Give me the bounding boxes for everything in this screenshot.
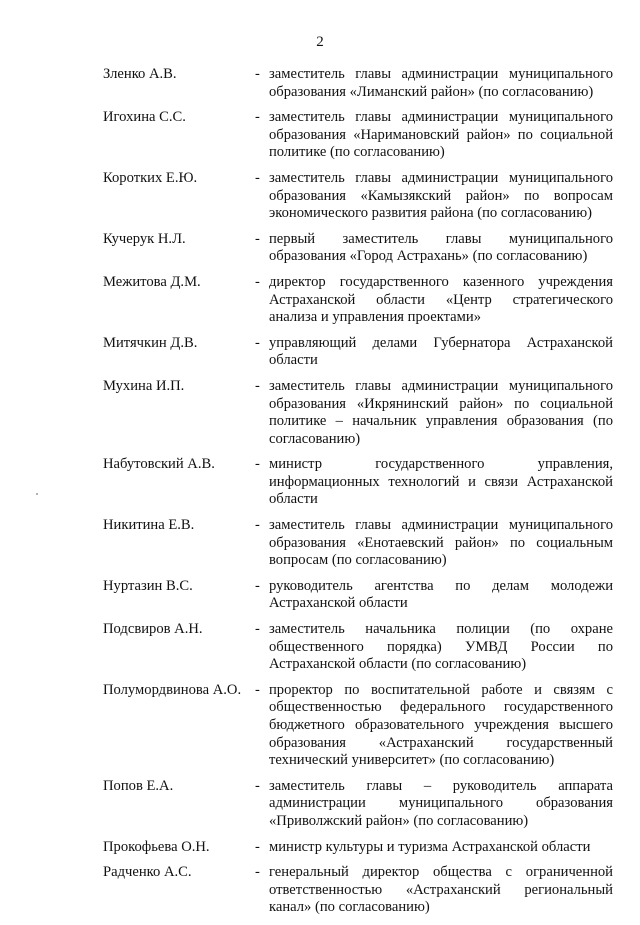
member-entry	[103, 778, 613, 831]
member-role: заместитель главы администрации муниципального образования «Наримановский район» по социальной политике (по согласованию)	[269, 109, 613, 161]
dash-separator: -	[255, 517, 260, 534]
member-name: Зленко А.В.	[103, 66, 177, 82]
member-role: заместитель главы администрации муниципального образования «Енотаевский район» по социальным вопросам (по согласованию)	[269, 517, 613, 569]
member-name: Полумордвинова А.О.	[103, 681, 242, 698]
member-name: Игохина С.С.	[103, 109, 186, 126]
member-name: Никитина Е.В.	[103, 517, 195, 534]
member-name: Радченко А.С.	[103, 864, 192, 881]
member-entry	[103, 578, 613, 613]
dash-separator: -	[255, 681, 260, 698]
member-list	[103, 66, 613, 925]
member-entry	[103, 66, 613, 101]
member-role: заместитель начальника полиции (по охране общественного порядка) УМВД России по Астраханской области (по согласованию)	[269, 621, 613, 673]
member-role: первый заместитель главы муниципального образования «Город Астрахань» (по согласованию)	[269, 230, 613, 265]
member-role: управляющий делами Губернатора Астраханской области	[269, 334, 613, 369]
dash-separator: -	[255, 621, 260, 638]
dash-separator: -	[255, 273, 260, 290]
member-entry	[103, 682, 613, 770]
dash-separator: -	[255, 456, 260, 473]
dash-separator: -	[255, 777, 260, 794]
member-role: заместитель главы – руководитель аппарата администрации муниципального образования «Приволжский район» (по согласованию)	[269, 777, 613, 829]
member-name: Набутовский А.В.	[103, 456, 215, 473]
dash-separator: -	[255, 66, 260, 82]
member-entry	[103, 170, 613, 223]
member-entry	[103, 231, 613, 266]
page-number: 2	[316, 34, 324, 50]
dash-separator: -	[255, 109, 260, 126]
member-name: Попов Е.А.	[103, 777, 174, 794]
dash-separator: -	[255, 377, 260, 394]
member-entry	[103, 378, 613, 448]
member-entry	[103, 274, 613, 327]
member-name: Нуртазин В.С.	[103, 577, 193, 594]
member-name: Прокофьева О.Н.	[103, 838, 210, 855]
member-role: заместитель главы администрации муниципального образования «Лиманский район» (по согласованию)	[269, 66, 613, 100]
member-name: Коротких Е.Ю.	[103, 169, 198, 186]
member-name: Подсвиров А.Н.	[103, 621, 203, 638]
member-role: генеральный директор общества с ограниченной ответственностью «Астраханский региональный канал» (по согласованию)	[269, 864, 613, 916]
dash-separator: -	[255, 334, 260, 351]
dash-separator: -	[255, 169, 260, 186]
member-name: Межитова Д.М.	[103, 273, 201, 290]
member-role: руководитель агентства по делам молодежи Астраханской области	[269, 577, 613, 612]
dash-separator: -	[255, 864, 260, 881]
member-entry	[103, 456, 613, 509]
scan-speck	[36, 493, 38, 495]
dash-separator: -	[255, 577, 260, 594]
member-role: заместитель главы администрации муниципального образования «Икрянинский район» по социальной политике – начальник управления образования (по согласованию)	[269, 377, 613, 447]
member-name: Мухина И.П.	[103, 377, 185, 394]
dash-separator: -	[255, 230, 260, 247]
member-entry	[103, 864, 613, 917]
member-name: Митячкин Д.В.	[103, 334, 198, 351]
member-entry	[103, 109, 613, 162]
member-entry	[103, 621, 613, 674]
member-entry	[103, 517, 613, 570]
member-entry	[103, 839, 613, 857]
dash-separator: -	[255, 838, 260, 855]
member-role: директор государственного казенного учреждения Астраханской области «Центр стратегического анализа и управления проектами»	[269, 273, 613, 326]
member-entry	[103, 335, 613, 370]
member-name: Кучерук Н.Л.	[103, 230, 186, 247]
member-role: министр государственного управления, информационных технологий и связи Астраханской области	[269, 456, 613, 508]
member-role: проректор по воспитательной работе и связям с общественностью федерального государственного бюджетного образовательного учреждения высшего образования «Астраханский государственный технический университет» (по согласованию)	[269, 681, 613, 769]
member-role: заместитель главы администрации муниципального образования «Камызякский район» по вопросам экономического развития района (по согласованию)	[269, 169, 613, 222]
member-role: министр культуры и туризма Астраханской области	[269, 838, 591, 855]
